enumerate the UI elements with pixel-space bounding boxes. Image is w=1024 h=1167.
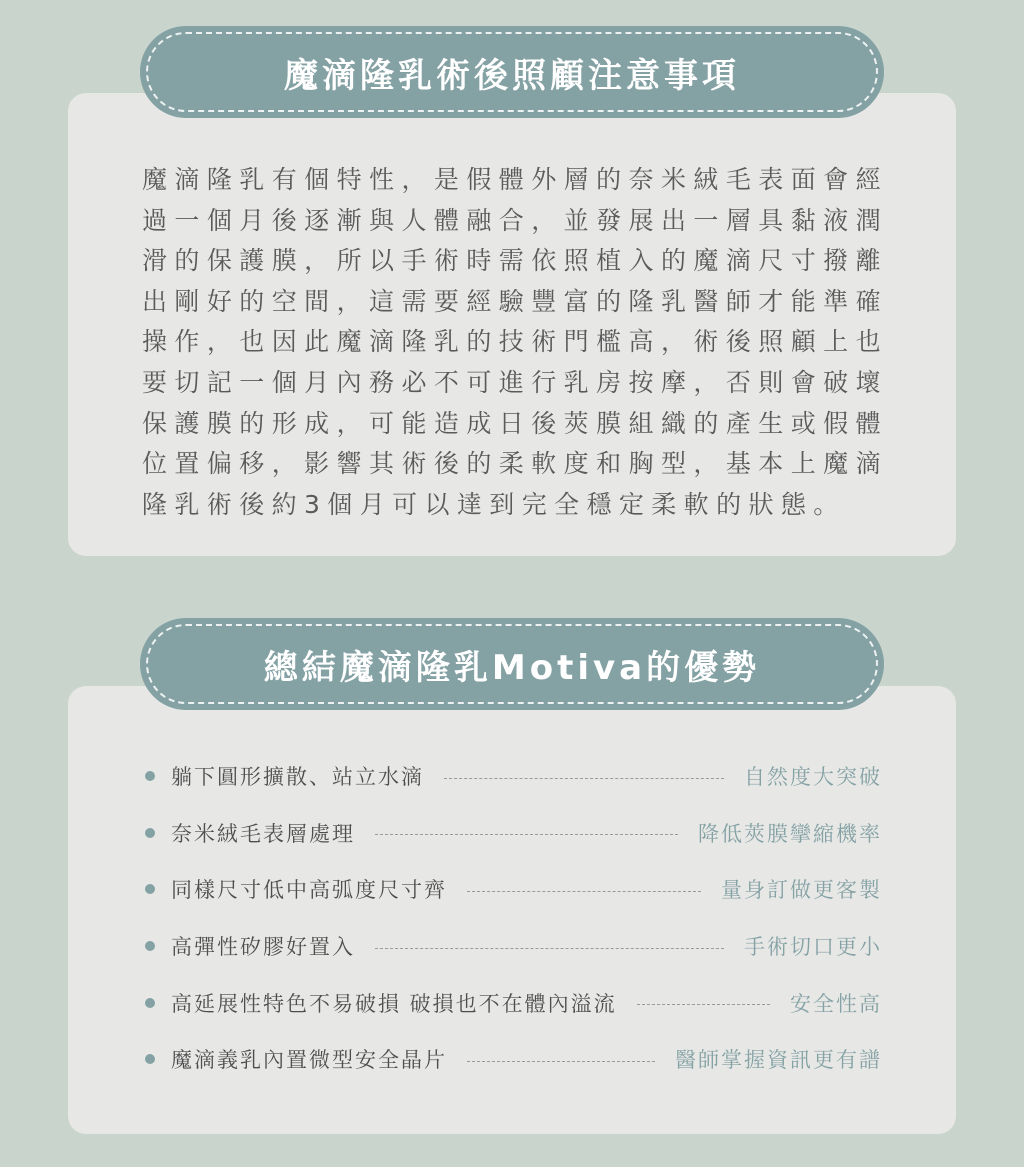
benefit-text: 降低莢膜攣縮機率 <box>698 821 882 846</box>
bullet-dot-icon <box>145 998 155 1008</box>
dashed-leader <box>375 948 724 949</box>
care-notes-paragraph: 魔滴隆乳有個特性，是假體外層的奈米絨毛表面會經過一個月後逐漸與人體融合，並發展出一層具黏液潤滑的保護膜，所以手術時需依照植入的魔滴尺寸撥離出剛好的空間，這需要經驗豐富的隆乳醫師才能準確操作，也因此魔滴隆乳的技術門檻高，術後照顧上也要切記一個月內務必不可進行乳房按摩，否則會破壞保護膜的形成，可能造成日後莢膜組織的產生或假體位置偏移，影響其術後的柔軟度和胸型，基本上魔滴隆乳術後約3個月可以達到完全穩定柔軟的狀態。 <box>142 165 888 519</box>
dashed-leader <box>467 891 701 892</box>
care-notes-title-banner <box>140 26 884 118</box>
benefit-text: 量身訂做更客製 <box>721 878 882 903</box>
benefit-text: 醫師掌握資訊更有譜 <box>675 1048 882 1073</box>
benefit-text: 手術切口更小 <box>744 935 882 960</box>
advantages-title: 總結魔滴隆乳Motiva的優勢 <box>263 647 761 688</box>
bullet-dot-icon <box>145 828 155 838</box>
bullet-dot-icon <box>145 941 155 951</box>
feature-text: 高彈性矽膠好置入 <box>171 935 355 960</box>
dashed-leader <box>637 1004 770 1005</box>
feature-text: 躺下圓形擴散、站立水滴 <box>171 765 424 790</box>
list-item <box>142 974 882 1031</box>
list-item <box>142 861 882 918</box>
dashed-leader <box>467 1061 655 1062</box>
dashed-leader <box>375 834 678 835</box>
bullet-dot-icon <box>145 884 155 894</box>
advantages-list <box>142 748 882 1088</box>
advantages-title-banner <box>140 618 884 710</box>
benefit-text: 自然度大突破 <box>744 765 882 790</box>
dashed-leader <box>444 778 724 779</box>
bullet-dot-icon <box>145 1054 155 1064</box>
feature-text: 魔滴義乳內置微型安全晶片 <box>171 1048 447 1073</box>
list-item <box>142 918 882 975</box>
feature-text: 同樣尺寸低中高弧度尺寸齊 <box>171 878 447 903</box>
list-item <box>142 748 882 805</box>
bullet-dot-icon <box>145 771 155 781</box>
list-item <box>142 1031 882 1088</box>
care-notes-title: 魔滴隆乳術後照顧注意事項 <box>284 55 740 96</box>
list-item <box>142 805 882 862</box>
benefit-text: 安全性高 <box>790 991 882 1016</box>
feature-text: 奈米絨毛表層處理 <box>171 821 355 846</box>
feature-text: 高延展性特色不易破損 破損也不在體內溢流 <box>171 991 617 1016</box>
